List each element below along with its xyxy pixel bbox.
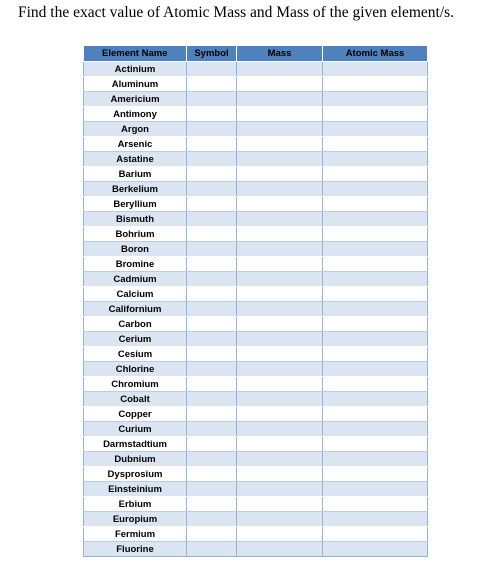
table-row (84, 137, 428, 152)
cell-symbol[interactable] (187, 422, 237, 437)
table-header-row (84, 46, 428, 62)
header-symbol: Symbol (187, 46, 237, 62)
cell-mass[interactable] (237, 242, 323, 257)
cell-symbol[interactable] (187, 362, 237, 377)
cell-atomic-mass[interactable] (323, 227, 428, 242)
table-row (84, 272, 428, 287)
table-row (84, 377, 428, 392)
cell-mass[interactable] (237, 212, 323, 227)
element-table (83, 45, 428, 557)
cell-element-name: Fermium (84, 527, 187, 542)
cell-atomic-mass[interactable] (323, 332, 428, 347)
cell-element-name: Erbium (84, 497, 187, 512)
cell-atomic-mass[interactable] (323, 347, 428, 362)
cell-element-name: Beryllium (84, 197, 187, 212)
cell-symbol[interactable] (187, 302, 237, 317)
table-row (84, 302, 428, 317)
cell-symbol[interactable] (187, 497, 237, 512)
cell-symbol[interactable] (187, 122, 237, 137)
table-row (84, 227, 428, 242)
cell-atomic-mass[interactable] (323, 407, 428, 422)
cell-atomic-mass[interactable] (323, 467, 428, 482)
cell-atomic-mass[interactable] (323, 452, 428, 467)
cell-element-name: Aluminum (84, 77, 187, 92)
cell-atomic-mass[interactable] (323, 482, 428, 497)
cell-atomic-mass[interactable] (323, 317, 428, 332)
cell-atomic-mass[interactable] (323, 542, 428, 557)
table-row (84, 242, 428, 257)
cell-symbol[interactable] (187, 452, 237, 467)
cell-atomic-mass[interactable] (323, 62, 428, 77)
cell-atomic-mass[interactable] (323, 212, 428, 227)
table-row (84, 287, 428, 302)
cell-atomic-mass[interactable] (323, 77, 428, 92)
table-row (84, 527, 428, 542)
table-row (84, 197, 428, 212)
cell-mass[interactable] (237, 497, 323, 512)
header-atomic-mass: Atomic Mass (323, 46, 428, 62)
cell-atomic-mass[interactable] (323, 422, 428, 437)
cell-atomic-mass[interactable] (323, 182, 428, 197)
cell-atomic-mass[interactable] (323, 392, 428, 407)
cell-atomic-mass[interactable] (323, 272, 428, 287)
cell-mass[interactable] (237, 437, 323, 452)
cell-atomic-mass[interactable] (323, 302, 428, 317)
cell-mass[interactable] (237, 482, 323, 497)
cell-element-name: Astatine (84, 152, 187, 167)
cell-symbol[interactable] (187, 137, 237, 152)
cell-atomic-mass[interactable] (323, 257, 428, 272)
table-row (84, 467, 428, 482)
cell-symbol[interactable] (187, 392, 237, 407)
table-row (84, 407, 428, 422)
table-row (84, 362, 428, 377)
cell-symbol[interactable] (187, 257, 237, 272)
cell-symbol[interactable] (187, 527, 237, 542)
cell-symbol[interactable] (187, 152, 237, 167)
cell-symbol[interactable] (187, 287, 237, 302)
cell-mass[interactable] (237, 152, 323, 167)
cell-symbol[interactable] (187, 62, 237, 77)
table-row (84, 422, 428, 437)
cell-mass[interactable] (237, 182, 323, 197)
cell-mass[interactable] (237, 377, 323, 392)
cell-mass[interactable] (237, 452, 323, 467)
cell-mass[interactable] (237, 527, 323, 542)
cell-symbol[interactable] (187, 227, 237, 242)
cell-mass[interactable] (237, 77, 323, 92)
table-row (84, 77, 428, 92)
cell-element-name: Berkelium (84, 182, 187, 197)
cell-mass[interactable] (237, 422, 323, 437)
cell-element-name: Cobalt (84, 392, 187, 407)
cell-symbol[interactable] (187, 77, 237, 92)
table-row (84, 62, 428, 77)
cell-mass[interactable] (237, 542, 323, 557)
cell-element-name: Chromium (84, 377, 187, 392)
cell-symbol[interactable] (187, 272, 237, 287)
cell-mass[interactable] (237, 287, 323, 302)
cell-symbol[interactable] (187, 167, 237, 182)
cell-element-name: Boron (84, 242, 187, 257)
cell-atomic-mass[interactable] (323, 437, 428, 452)
cell-symbol[interactable] (187, 92, 237, 107)
cell-element-name: Cerium (84, 332, 187, 347)
cell-element-name: Fluorine (84, 542, 187, 557)
cell-element-name: Arsenic (84, 137, 187, 152)
cell-atomic-mass[interactable] (323, 167, 428, 182)
cell-symbol[interactable] (187, 437, 237, 452)
cell-element-name: Einsteinium (84, 482, 187, 497)
table-body (84, 62, 428, 557)
cell-symbol[interactable] (187, 347, 237, 362)
cell-atomic-mass[interactable] (323, 527, 428, 542)
cell-atomic-mass[interactable] (323, 92, 428, 107)
cell-mass[interactable] (237, 302, 323, 317)
table-row (84, 122, 428, 137)
table-row (84, 167, 428, 182)
cell-element-name: Actinium (84, 62, 187, 77)
cell-mass[interactable] (237, 167, 323, 182)
cell-mass[interactable] (237, 512, 323, 527)
cell-symbol[interactable] (187, 182, 237, 197)
cell-symbol[interactable] (187, 242, 237, 257)
table-row (84, 332, 428, 347)
cell-mass[interactable] (237, 317, 323, 332)
cell-element-name: Bohrium (84, 227, 187, 242)
cell-mass[interactable] (237, 272, 323, 287)
cell-mass[interactable] (237, 392, 323, 407)
cell-mass[interactable] (237, 467, 323, 482)
cell-atomic-mass[interactable] (323, 362, 428, 377)
table-row (84, 452, 428, 467)
cell-mass[interactable] (237, 137, 323, 152)
table-row (84, 152, 428, 167)
cell-mass[interactable] (237, 362, 323, 377)
table-row (84, 512, 428, 527)
cell-atomic-mass[interactable] (323, 242, 428, 257)
cell-element-name: Bismuth (84, 212, 187, 227)
table-row (84, 182, 428, 197)
cell-mass[interactable] (237, 122, 323, 137)
table-row (84, 542, 428, 557)
header-mass: Mass (237, 46, 323, 62)
cell-atomic-mass[interactable] (323, 287, 428, 302)
cell-symbol[interactable] (187, 317, 237, 332)
cell-element-name: Darmstadtium (84, 437, 187, 452)
table-row (84, 482, 428, 497)
cell-symbol[interactable] (187, 467, 237, 482)
cell-symbol[interactable] (187, 512, 237, 527)
cell-mass[interactable] (237, 107, 323, 122)
cell-element-name: Copper (84, 407, 187, 422)
cell-element-name: Bromine (84, 257, 187, 272)
cell-element-name: Cadmium (84, 272, 187, 287)
table-row (84, 212, 428, 227)
cell-element-name: Cesium (84, 347, 187, 362)
table-row (84, 347, 428, 362)
cell-symbol[interactable] (187, 482, 237, 497)
cell-symbol[interactable] (187, 407, 237, 422)
cell-mass[interactable] (237, 332, 323, 347)
question-text: Find the exact value of Atomic Mass and Mass of the given element/s. (18, 4, 455, 21)
cell-atomic-mass[interactable] (323, 122, 428, 137)
cell-element-name: Calcium (84, 287, 187, 302)
cell-mass[interactable] (237, 227, 323, 242)
cell-atomic-mass[interactable] (323, 197, 428, 212)
cell-element-name: Europium (84, 512, 187, 527)
cell-mass[interactable] (237, 407, 323, 422)
table-row (84, 497, 428, 512)
cell-element-name: Antimony (84, 107, 187, 122)
cell-mass[interactable] (237, 197, 323, 212)
cell-element-name: Americium (84, 92, 187, 107)
table-row (84, 392, 428, 407)
cell-mass[interactable] (237, 347, 323, 362)
cell-mass[interactable] (237, 62, 323, 77)
cell-atomic-mass[interactable] (323, 377, 428, 392)
cell-element-name: Barium (84, 167, 187, 182)
table-row (84, 317, 428, 332)
cell-mass[interactable] (237, 92, 323, 107)
cell-element-name: Argon (84, 122, 187, 137)
table-row (84, 107, 428, 122)
cell-symbol[interactable] (187, 377, 237, 392)
cell-element-name: Dubnium (84, 452, 187, 467)
cell-symbol[interactable] (187, 212, 237, 227)
cell-symbol[interactable] (187, 542, 237, 557)
cell-element-name: Dysprosium (84, 467, 187, 482)
cell-atomic-mass[interactable] (323, 137, 428, 152)
header-element-name: Element Name (84, 46, 187, 62)
cell-element-name: Carbon (84, 317, 187, 332)
cell-symbol[interactable] (187, 107, 237, 122)
cell-mass[interactable] (237, 257, 323, 272)
cell-element-name: Californium (84, 302, 187, 317)
cell-symbol[interactable] (187, 332, 237, 347)
cell-element-name: Chlorine (84, 362, 187, 377)
cell-atomic-mass[interactable] (323, 152, 428, 167)
cell-symbol[interactable] (187, 197, 237, 212)
table-row (84, 92, 428, 107)
cell-atomic-mass[interactable] (323, 497, 428, 512)
cell-atomic-mass[interactable] (323, 512, 428, 527)
table-row (84, 437, 428, 452)
table-row (84, 257, 428, 272)
cell-atomic-mass[interactable] (323, 107, 428, 122)
cell-element-name: Curium (84, 422, 187, 437)
